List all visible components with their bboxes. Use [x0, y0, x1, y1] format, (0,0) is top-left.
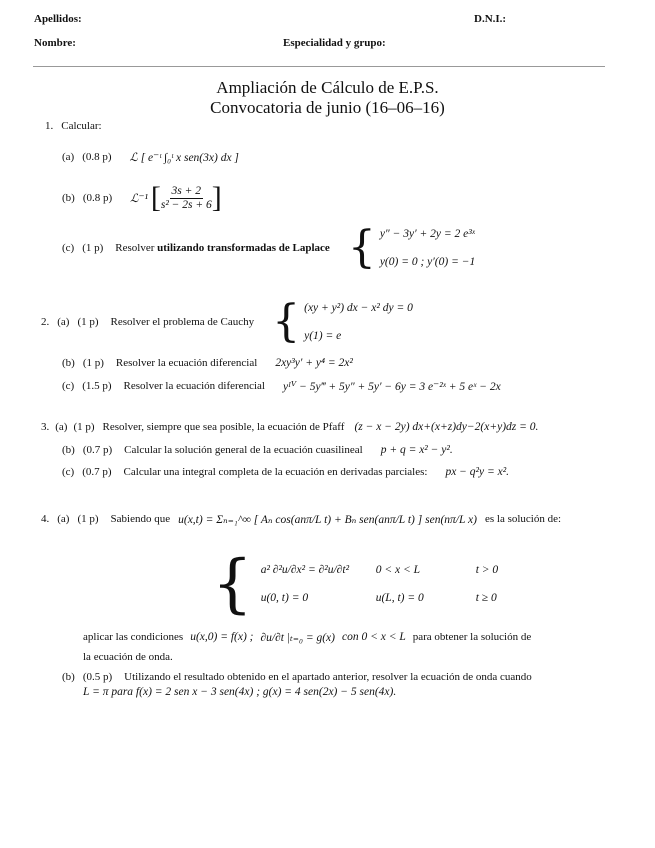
exam-title: Ampliación de Cálculo de E.P.S.	[216, 78, 439, 97]
q1c-tag: (c)	[62, 242, 75, 254]
q3c-expression: px − q²y = x².	[445, 466, 510, 478]
q3a-tag: (a)	[55, 421, 68, 433]
q1a-tag: (a)	[62, 151, 75, 163]
q1c-brace: {	[347, 222, 376, 273]
q2a-initial-condition: y(1) = e	[304, 330, 342, 342]
q3b-text: Calcular la solución general de la ecuación cuasilineal	[124, 444, 363, 456]
q4a-boundary-right: u(L, t) = 0	[375, 592, 424, 604]
q4a-domain: 0 < x < L	[375, 564, 420, 576]
q4a-time-domain: t > 0	[475, 564, 499, 576]
nombre-label: Nombre:	[34, 37, 76, 49]
q4a-text: Sabiendo que	[110, 513, 171, 525]
q2a-brace: {	[272, 296, 301, 347]
dni-label: D.N.I.:	[474, 13, 507, 25]
q1c-points: (1 p)	[82, 242, 104, 254]
q3c-tag: (c)	[62, 466, 75, 478]
q3a-text: Resolver, siempre que sea posible, la ecuación de Pfaff	[102, 421, 345, 433]
q4a-wave-equation: a² ∂²u/∂x² = ∂²u/∂t²	[260, 564, 350, 576]
q1c-text	[115, 242, 330, 254]
q4a-series: u(x,t) = Σₙ₌₁^∞ [ Aₙ cos(anπ/L t) + Bₙ sen(anπ/L t) ] sen(nπ/L x)	[178, 514, 477, 526]
q1b-operator: ℒ⁻¹	[130, 193, 148, 205]
q4a-apply-text: aplicar las condiciones	[83, 631, 184, 643]
q1-number: 1.	[45, 120, 54, 132]
q1b-tag: (b)	[62, 192, 75, 204]
q3c-points: (0.7 p)	[82, 466, 112, 478]
q1c-text-bold: utilizando transformadas de Laplace	[157, 242, 330, 254]
q3c-text: Calcular una integral completa de la ecuación en derivadas parciales:	[123, 466, 428, 478]
q3-number: 3.	[41, 421, 50, 433]
q4a-points: (1 p)	[77, 513, 99, 525]
q2a-text: Resolver el problema de Cauchy	[110, 316, 255, 328]
q4a-boundary-left: u(0, t) = 0	[260, 592, 309, 604]
q2-number: 2.	[41, 316, 50, 328]
q1a-expression: ℒ [ e⁻ᵗ ∫₀ᵗ x sen(3x) dx ]	[129, 152, 239, 164]
q1-label: Calcular:	[61, 120, 102, 132]
q1c-text-plain: Resolver	[115, 242, 155, 254]
q2a-tag: (a)	[57, 316, 70, 328]
q4a-brace: {	[212, 547, 253, 621]
q1b-numerator: 3s + 2	[171, 184, 202, 197]
q2b-text: Resolver la ecuación diferencial	[115, 357, 258, 369]
q2c-expression: yᴵⱽ − 5y‴ + 5y″ + 5y′ − 6y = 3 e⁻²ˣ + 5 eˣ − 2x	[282, 381, 501, 393]
q4b-tag: (b)	[62, 671, 75, 683]
q2b-tag: (b)	[62, 357, 75, 369]
q4a-apply-tail: para obtener la solución de	[412, 631, 532, 643]
q2c-tag: (c)	[62, 380, 75, 392]
q1b-points: (0.8 p)	[82, 192, 113, 204]
q2b-expression: 2xy³y′ + y⁴ = 2x²	[275, 357, 353, 369]
q4a-time-boundary: t ≥ 0	[475, 592, 497, 604]
q3a-points: (1 p)	[73, 421, 95, 433]
q4a-initial-displacement: u(x,0) = f(x) ;	[190, 631, 254, 643]
q2a-points: (1 p)	[77, 316, 99, 328]
apellidos-label: Apellidos:	[34, 13, 82, 25]
q1c-equation: y″ − 3y′ + 2y = 2 e³ˣ	[379, 228, 475, 240]
header-divider	[33, 66, 605, 67]
q4a-initial-velocity: ∂u/∂t |ₜ₌₀ = g(x)	[260, 632, 335, 644]
q3b-tag: (b)	[62, 444, 75, 456]
q4b-line1: Utilizando el resultado obtenido en el apartado anterior, resolver la ecuación de onda cuando	[124, 671, 532, 683]
q4a-tail: es la solución de:	[484, 513, 562, 525]
q1b-denominator: s² − 2s + 6	[160, 198, 212, 211]
q4b-line2: L = π para f(x) = 2 sen x − 3 sen(4x) ; g(x) = 4 sen(2x) − 5 sen(4x).	[83, 686, 397, 698]
especialidad-label: Especialidad y grupo:	[283, 37, 386, 49]
exam-subtitle: Convocatoria de junio (16–06–16)	[210, 98, 445, 117]
q3b-expression: p + q = x² − y².	[380, 444, 453, 456]
q4-number: 4.	[41, 513, 50, 525]
q2b-points: (1 p)	[82, 357, 104, 369]
q1b-expression: ℒ⁻¹ [ $\frac{3s + 2}{\text{s² − 2s + 6}}$ ]	[130, 181, 222, 214]
q2a-equation: (xy + y²) dx − x² dy = 0	[304, 302, 413, 314]
q2c-points: (1.5 p)	[82, 380, 112, 392]
q1c-initial-conditions: y(0) = 0 ; y′(0) = −1	[379, 256, 476, 268]
q4a-apply-line2: la ecuación de onda.	[83, 651, 173, 663]
q4a-tag: (a)	[57, 513, 70, 525]
q2c-text: Resolver la ecuación diferencial	[123, 380, 265, 392]
q1a-points: (0.8 p)	[82, 151, 112, 163]
q4a-domain-cond: con 0 < x < L	[341, 631, 406, 643]
q3b-points: (0.7 p)	[82, 444, 113, 456]
q3a-expression: (z − x − 2y) dx+(x+z)dy−2(x+y)dz = 0.	[354, 421, 539, 433]
q4b-points: (0.5 p)	[82, 671, 113, 683]
